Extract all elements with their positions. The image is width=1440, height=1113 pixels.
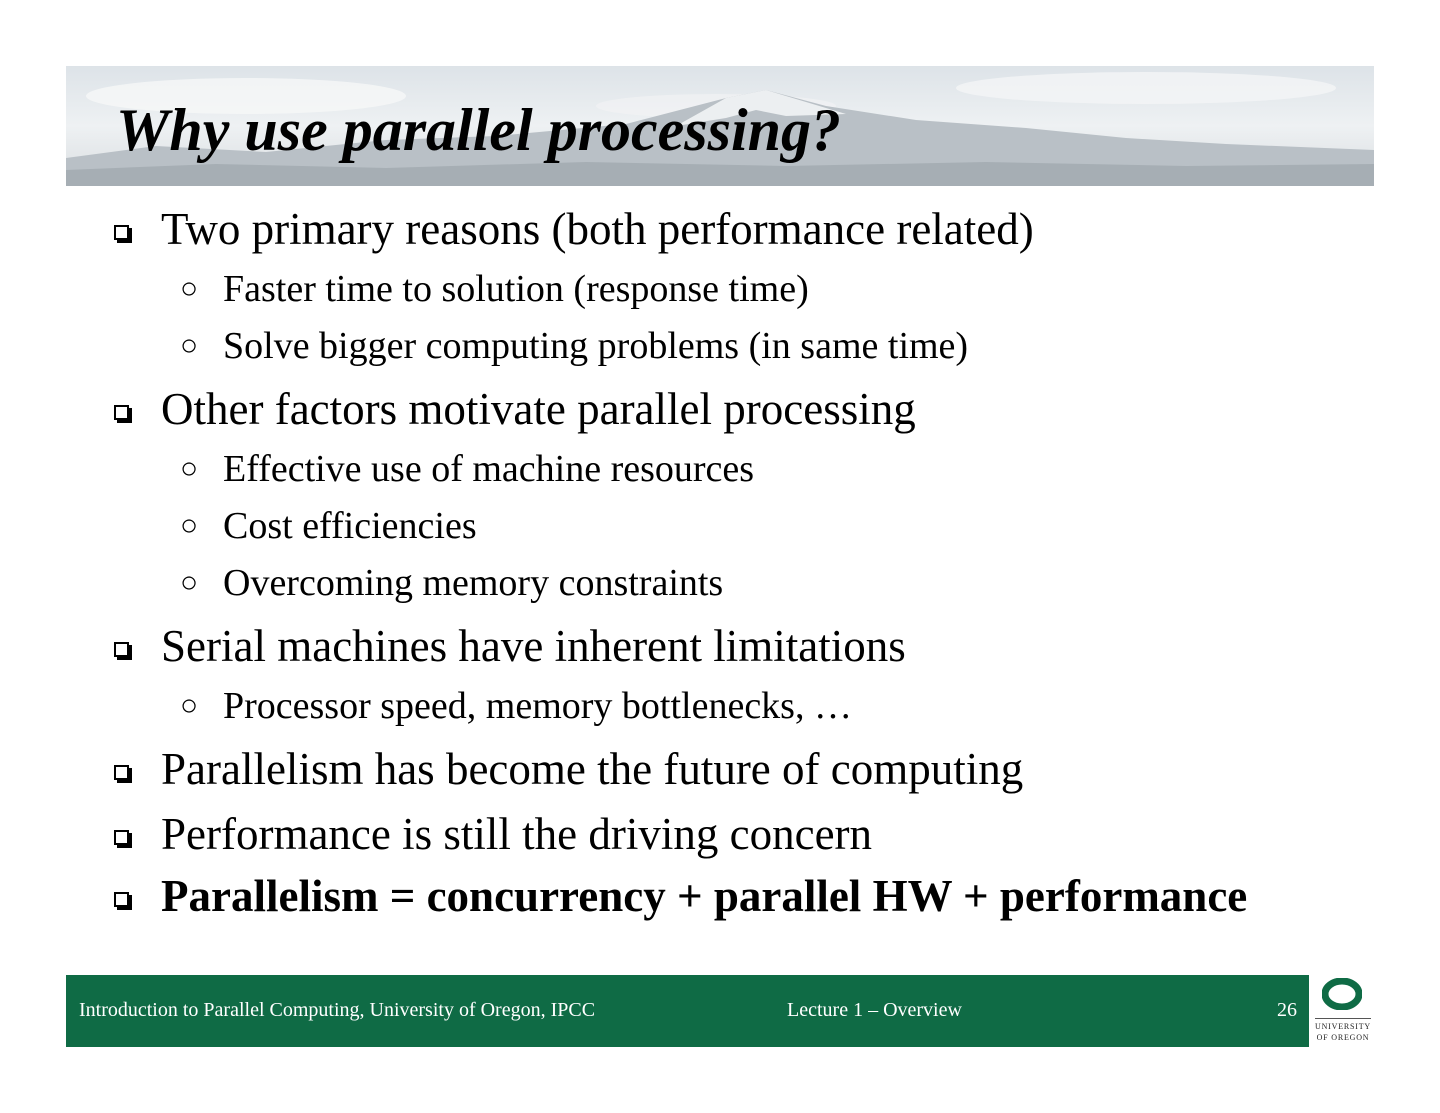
bullet-text: Overcoming memory constraints	[223, 562, 724, 604]
circle-bullet-icon: ○	[180, 272, 199, 305]
bullet-text: Parallelism has become the future of computing	[161, 744, 1024, 794]
logo-divider	[1315, 1018, 1371, 1019]
bullet-text: Effective use of machine resources	[223, 448, 755, 490]
bullet-text: Faster time to solution (response time)	[223, 268, 809, 310]
university-of-oregon-logo	[1312, 978, 1374, 1048]
circle-bullet-icon: ○	[180, 509, 199, 542]
page-number: 26	[1277, 999, 1297, 1021]
bullet-text: Serial machines have inherent limitations	[161, 621, 906, 671]
footer-bar	[66, 975, 1309, 1047]
bullet-text: Solve bigger computing problems (in same time)	[223, 325, 969, 367]
bullet-text: Cost efficiencies	[223, 505, 477, 547]
circle-bullet-icon: ○	[180, 329, 199, 362]
uo-o-logo-icon	[1322, 978, 1362, 1010]
square-bullet-icon	[114, 225, 129, 240]
circle-bullet-icon: ○	[180, 566, 199, 599]
footer-course: Introduction to Parallel Computing, University of Oregon, IPCC	[79, 999, 596, 1021]
circle-bullet-icon: ○	[180, 689, 199, 722]
square-bullet-icon	[114, 642, 129, 657]
bullet-text: Other factors motivate parallel processing	[161, 384, 916, 434]
square-bullet-icon	[114, 892, 129, 907]
bullet-text: Processor speed, memory bottlenecks, …	[223, 685, 852, 727]
bullet-text: Performance is still the driving concern	[161, 809, 873, 859]
square-bullet-icon	[114, 765, 129, 780]
logo-text-of-oregon: OF OREGON	[1316, 1033, 1370, 1042]
bullet-text: Two primary reasons (both performance related)	[161, 204, 1034, 254]
circle-bullet-icon: ○	[180, 452, 199, 485]
slide-title: Why use parallel processing?	[116, 97, 842, 163]
bullet-text: Parallelism = concurrency + parallel HW + performance	[161, 871, 1248, 921]
square-bullet-icon	[114, 830, 129, 845]
square-bullet-icon	[114, 405, 129, 420]
logo-text-university: UNIVERSITY	[1315, 1022, 1371, 1031]
footer-lecture: Lecture 1 – Overview	[787, 999, 962, 1021]
